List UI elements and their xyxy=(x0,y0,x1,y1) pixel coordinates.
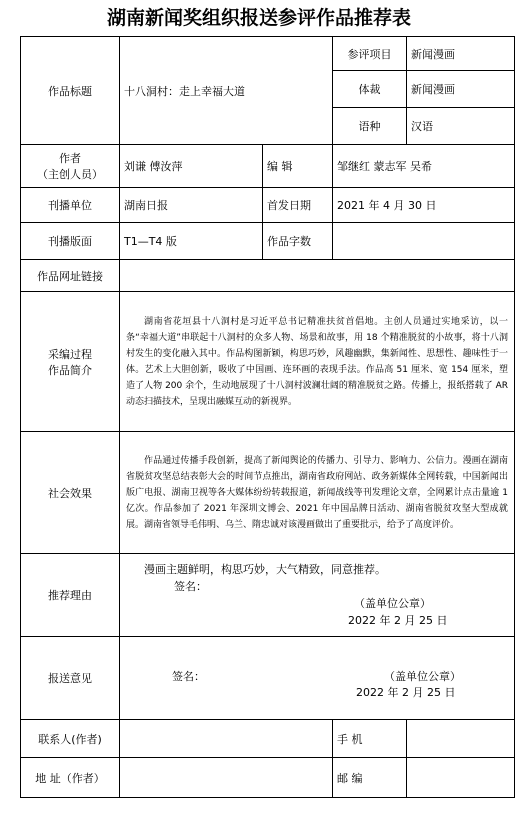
effect-text: 作品通过传播手段创新，提高了新闻舆论的传播力、引导力、影响力、公信力。漫画在湖南省脱贫攻坚总结表彰大会的时间节点推出，湖南省政府网站、政务新媒体全网转载，中国新闻出版广电报、湖南卫视等各大媒体纷纷转载报道，新闻战线等刊发理论文章，全网累计点击量逾 1 亿次。作品参加了 2021 年深圳文博会、2021 年中国品牌日活动、湖南省脱贫攻坚大型成就展。湖南省领导毛伟明、乌兰、隋忠诚对该漫画做出了重要批示，给予了高度评价。 xyxy=(120,432,515,554)
recommendation-form xyxy=(20,36,515,798)
row-page xyxy=(21,223,515,260)
entry-item-value: 新闻漫画 xyxy=(407,37,515,71)
process-label-line-1: 采编过程 xyxy=(48,347,92,361)
process-text: 湖南省花垣县十八洞村是习近平总书记精准扶贫首倡地。主创人员通过实地采访，以一条“幸福大道”串联起十八洞村的众多人物、场景和故事，用 18 个精准脱贫的小故事，将十八洞村发生的变化融入其中。作品构图新颖，构思巧妙，风趣幽默，集新闻性、思想性、趣味性于一体。艺术上大胆创新，吸收了中国画、连环画的表现手法。作品高 51 厘米、宽 154 厘米，塑造了人物 200 余个，生动地展现了十八洞村波澜壮阔的精准脱贫之路。传播上，报纸搭载了 AR 动态扫描技术，呈现出融媒互动的新视界。 xyxy=(120,292,515,432)
mobile-label: 手 机 xyxy=(333,720,407,758)
author-value: 刘谦 傅汝萍 xyxy=(120,145,263,188)
row-url xyxy=(21,260,515,292)
row-publisher xyxy=(21,188,515,223)
url-label: 作品网址链接 xyxy=(21,260,120,292)
process-label xyxy=(21,292,120,432)
word-count-label: 作品字数 xyxy=(263,223,333,260)
page-label: 刊播版面 xyxy=(21,223,120,260)
publisher-label: 刊播单位 xyxy=(21,188,120,223)
row-recommend xyxy=(21,554,515,637)
process-label-line-2: 作品简介 xyxy=(48,363,92,377)
recommend-sign: 签名： xyxy=(174,580,207,593)
editor-label: 编 辑 xyxy=(263,145,333,188)
contact-value xyxy=(120,720,333,758)
submit-stamp: （盖单位公章） xyxy=(384,670,461,683)
recommend-text: 漫画主题鲜明，构思巧妙，大气精致，同意推荐。 xyxy=(144,563,386,576)
recommend-stamp: （盖单位公章） xyxy=(354,597,431,610)
row-submit xyxy=(21,637,515,720)
publisher-value: 湖南日报 xyxy=(120,188,263,223)
genre-value: 新闻漫画 xyxy=(407,71,515,108)
author-label xyxy=(21,145,120,188)
row-address xyxy=(21,758,515,798)
work-title-value: 十八洞村：走上幸福大道 xyxy=(120,37,333,145)
address-label: 地 址（作者） xyxy=(21,758,120,798)
row-effect xyxy=(21,432,515,554)
effect-label: 社会效果 xyxy=(21,432,120,554)
page-value: T1—T4 版 xyxy=(120,223,263,260)
author-label-line-2: （主创人员） xyxy=(37,168,103,181)
page-title: 湖南新闻奖组织报送参评作品推荐表 xyxy=(106,7,411,29)
author-label-line-1: 作者 xyxy=(59,152,81,165)
entry-item-label: 参评项目 xyxy=(333,37,407,71)
submit-cell xyxy=(120,637,515,720)
editor-value: 邹继红 蒙志军 吴希 xyxy=(333,145,515,188)
submit-label: 报送意见 xyxy=(21,637,120,720)
address-value xyxy=(120,758,333,798)
submit-sign: 签名： xyxy=(172,670,205,683)
row-entry-item xyxy=(21,37,515,71)
first-pub-value: 2021 年 4 月 30 日 xyxy=(333,188,515,223)
work-title-label: 作品标题 xyxy=(21,37,120,145)
postcode-label: 邮 编 xyxy=(333,758,407,798)
first-pub-label: 首发日期 xyxy=(263,188,333,223)
recommend-cell xyxy=(120,554,515,637)
submit-date: 2022 年 2 月 25 日 xyxy=(356,686,456,699)
url-value xyxy=(120,260,515,292)
contact-label: 联系人(作者) xyxy=(21,720,120,758)
recommend-date: 2022 年 2 月 25 日 xyxy=(348,614,448,627)
postcode-value xyxy=(407,758,515,798)
row-process xyxy=(21,292,515,432)
row-author xyxy=(21,145,515,188)
mobile-value xyxy=(407,720,515,758)
language-value: 汉语 xyxy=(407,108,515,145)
recommend-label: 推荐理由 xyxy=(21,554,120,637)
genre-label: 体裁 xyxy=(333,71,407,108)
word-count-value xyxy=(333,223,515,260)
row-contact xyxy=(21,720,515,758)
language-label: 语种 xyxy=(333,108,407,145)
